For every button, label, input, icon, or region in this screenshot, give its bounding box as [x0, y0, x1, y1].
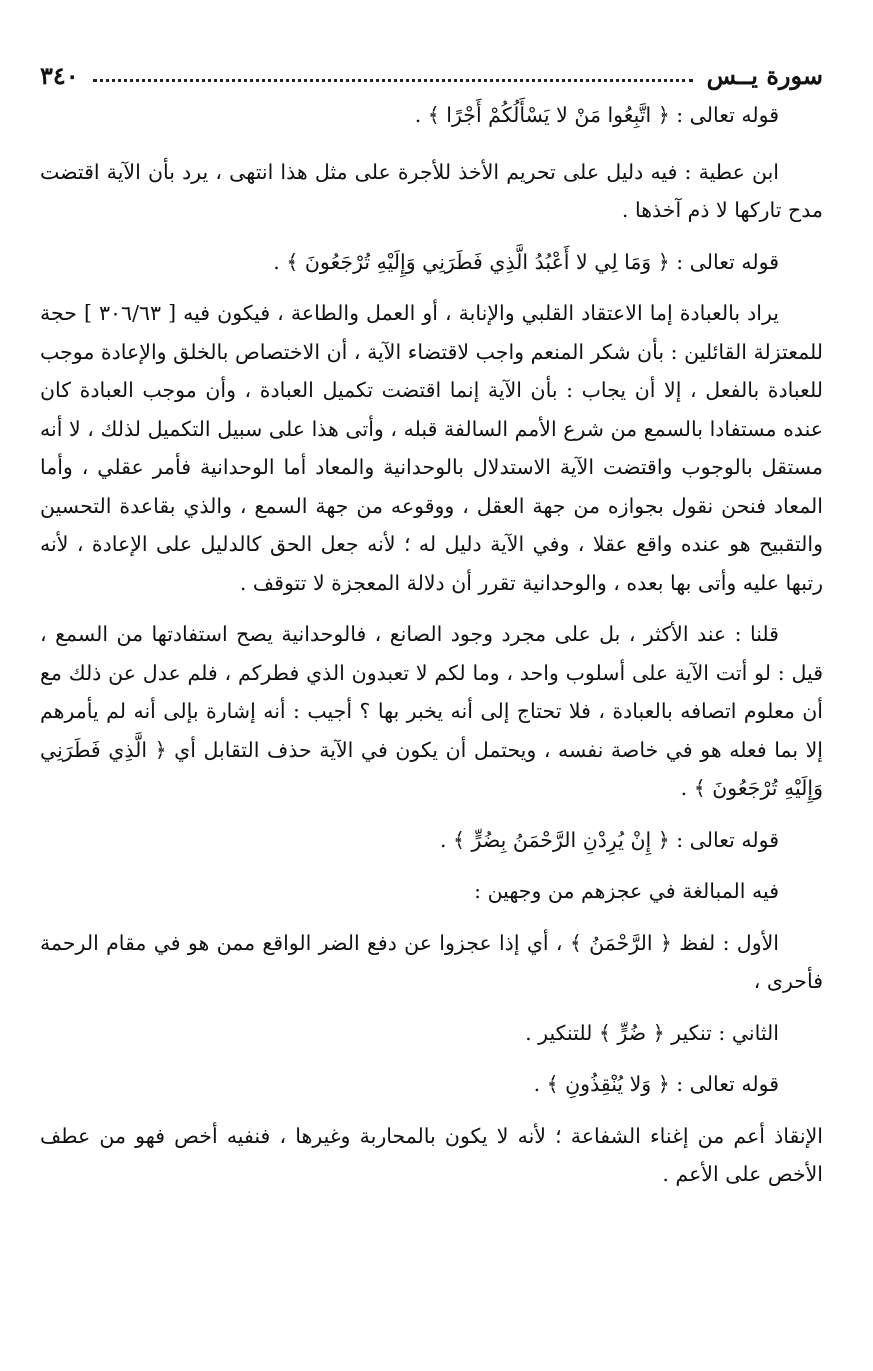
paragraph-ibn-atiyya: ابن عطية : فيه دليل على تحريم الأخذ للأجرة على مثل هذا انتهى ، يرد بأن الآية اقتضت مدح تاركها لا ذم آخذها .	[40, 159, 823, 222]
paragraph-verse-3: قوله تعالى : ﴿ إِنْ يُرِدْنِ الرَّحْمَنُ بِضُرٍّ ﴾ .	[439, 827, 779, 852]
paragraph-second-aspect: الثاني : تنكير ﴿ ضُرٍّ ﴾ للتنكير .	[525, 1020, 779, 1045]
paragraph-verse-2: قوله تعالى : ﴿ وَمَا لِي لا أَعْبُدُ الَّذِي فَطَرَنِي وَإِلَيْهِ تُرْجَعُونَ ﴾ .	[273, 249, 779, 274]
paragraph-qulna: قلنا : عند الأكثر ، بل على مجرد وجود الصانع ، فالوحدانية يصح استفادتها من السمع ، قيل : لو أتت الآية على أسلوب واحد ، وما لكم لا تعبدون الذي فطركم ، فلم عدل عن ذلك مع أن معلوم اتصافه بالعبادة ، فلا تحتاج إلى أنه يخبر بها ؟ أجيب : أنه إشارة بإلى أنه لم يأمرهم إلا بما فعله هو في خاصة نفسه ، ويحتمل أن يكون في الآية حذف التقابل أي ﴿ الَّذِي فَطَرَنِي وَإِلَيْهِ تُرْجَعُونَ ﴾ .	[40, 622, 823, 800]
paragraph-inqadh: الإنقاذ أعم من إغناء الشفاعة ؛ لأنه لا يكون بالمحاربة وغيرها ، فنفيه أخص فهو من عطف الأخص على الأعم .	[40, 1123, 823, 1186]
paragraph-first-aspect: الأول : لفظ ﴿ الرَّحْمَنُ ﴾ ، أي إذا عجزوا عن دفع الضر الواقع ممن هو في مقام الرحمة فأحرى ،	[40, 930, 823, 993]
page-header	[40, 58, 823, 92]
paragraph-two-aspects: فيه المبالغة في عجزهم من وجهين :	[474, 879, 779, 903]
dotted-leader	[93, 79, 693, 82]
paragraph-verse-1: قوله تعالى : ﴿ اتَّبِعُوا مَنْ لا يَسْأَلُكُمْ أَجْرًا ﴾ .	[414, 103, 779, 127]
surah-title: سورة يــس	[706, 60, 823, 90]
paragraph-worship-commentary: يراد بالعبادة إما الاعتقاد القلبي والإنابة ، أو العمل والطاعة ، فيكون فيه [ ٣٠٦/٦٣ ] حجة للمعتزلة القائلين : بأن شكر المنعم واجب لاقتضاء الآية ، أن الاختصاص بالخلق والإعادة موجب للعبادة بالفعل ، إلا أن يجاب : بأن الآية إنما اقتضت تكميل العبادة ، وأن موجب العبادة كان عنده مستفادا بالسمع من شرع الأمم السالفة قبله ، وأتى هذا على سبيل التكميل لذلك ، لا أنه مستقل بالوجوب واقتضت الآية الاستدلال بالوحدانية والمعاد أما الوحدانية فأمر عقلي ، وأما المعاد فنحن نقول بجوازه من جهة العقل ، ووقوعه من جهة السمع ، والذي بقاعدة التحسين والتقبيح هو عنده واقع عقلا ، وفي الآية دليل له ؛ لأنه جعل الحق كالدليل على الإعادة ، لأنه رتبها عليه وأتى بها بعده ، والوحدانية تقرر أن دلالة المعجزة لا تتوقف .	[40, 301, 823, 595]
page-number: ٣٤٠	[40, 60, 79, 90]
page-body	[40, 96, 823, 1194]
paragraph-verse-4: قوله تعالى : ﴿ وَلا يُنْقِذُونِ ﴾ .	[533, 1072, 779, 1096]
